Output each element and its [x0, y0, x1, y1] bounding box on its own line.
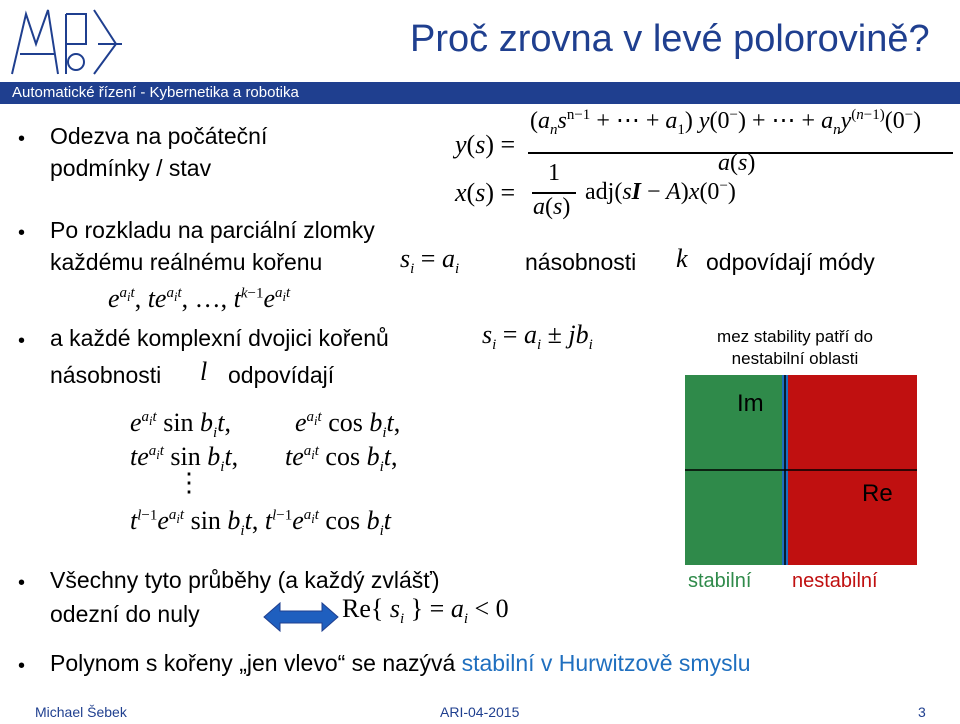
bullet2-line1: Po rozkladu na parciální zlomky [50, 217, 375, 243]
formula-real-modes: $e^{a_it}$, $te^{a_it}$, …, $t^{k-1}e^{a_it}$ [108, 284, 291, 313]
bullet-marker: • [18, 572, 26, 594]
banner-text: Automatické řízení - Kybernetika a robotika [12, 84, 299, 101]
stable-label: stabilní [688, 570, 752, 592]
formula-ys-denominator: a(s) [718, 150, 756, 176]
bullet1-line1: Odezva na počáteční [50, 123, 268, 149]
formula-real-root: $s_i = a_i$ [400, 244, 460, 278]
bullet-marker: • [18, 222, 26, 244]
bullet1-line2: podmínky / stav [50, 155, 212, 181]
formula-ys-lhs: y(s) = [455, 130, 516, 159]
formula-stability-condition: Re{ $s_i$ } = $a_i < 0$ [342, 594, 509, 628]
unstable-label: nestabilní [792, 570, 878, 592]
header-banner [0, 82, 960, 104]
figure-caption-line2: nestabilní oblasti [731, 349, 859, 368]
formula-xs-adj: adj(sI − A)x(0−) [585, 178, 736, 205]
bullet3-line1: a každé komplexní dvojici kořenů [50, 325, 389, 351]
bullet5-hurwitz: stabilní v Hurwitzově smyslu [461, 650, 751, 676]
bullet2-multiplicity: násobnosti [525, 249, 637, 275]
bullet-marker: • [18, 330, 26, 352]
bullet-marker: • [18, 128, 26, 150]
formula-xs-lhs: x(s) = [455, 178, 516, 207]
re-axis-label: Re [862, 480, 893, 507]
bullet4-line1: Všechny tyto průběhy (a každý zvlášť) [50, 567, 440, 593]
footer-author: Michael Šebek [35, 704, 127, 720]
formula-mode-tcos: $te^{a_it}$ $\cos b_it$, [285, 442, 398, 476]
figure-caption-line1: mez stability patří do [717, 327, 873, 346]
footer-code: ARI-04-2015 [440, 704, 520, 720]
formula-xs-denominator: a(s) [533, 194, 571, 220]
equivalence-arrow-icon [262, 600, 340, 634]
bullet2-line2: každému reálnému kořenu [50, 249, 323, 275]
university-logo [6, 4, 124, 80]
formula-mode-tsin: $te^{a_it}$ $\sin b_it$, [130, 442, 239, 476]
bullet5-part1: Polynom s kořeny „jen vlevo“ se nazývá [50, 650, 462, 676]
formula-mode-sin: $e^{a_it}$ $\sin b_it$, [130, 408, 231, 442]
formula-mode-cos: $e^{a_it}$ $\cos b_it$, [295, 408, 401, 442]
slide-title: Proč zrovna v levé polorovině? [410, 18, 930, 60]
bullet-marker: • [18, 655, 26, 677]
symbol-l: l [200, 357, 208, 386]
formula-xs-numerator: 1 [548, 160, 560, 186]
symbol-k: k [676, 244, 688, 273]
bullet4-line2: odezní do nuly [50, 601, 200, 627]
bullet2-modes: odpovídají módy [706, 249, 875, 275]
formula-vdots: ⋮ [176, 468, 202, 497]
formula-complex-root: $s_i = a_i \pm jb_i$ [482, 320, 593, 354]
bullet5-text [50, 650, 750, 677]
bullet3-line2b: odpovídají [228, 362, 335, 388]
formula-mode-higher: $t^{l-1}e^{a_it}$ $\sin b_it$, $t^{l-1}e^{a_it}$ $\cos b_it$ [130, 506, 391, 540]
complex-plane-diagram [685, 375, 917, 565]
im-axis-label: Im [737, 390, 764, 417]
formula-ys-numerator: ($a_ns^{n-1}$ + ⋯ + $a_1$) y(0−) + ⋯ + $a_ny^{(n-1)}(0^-)$ [530, 107, 922, 138]
bullet3-line2a: násobnosti [50, 362, 162, 388]
footer-page-number: 3 [918, 704, 926, 720]
